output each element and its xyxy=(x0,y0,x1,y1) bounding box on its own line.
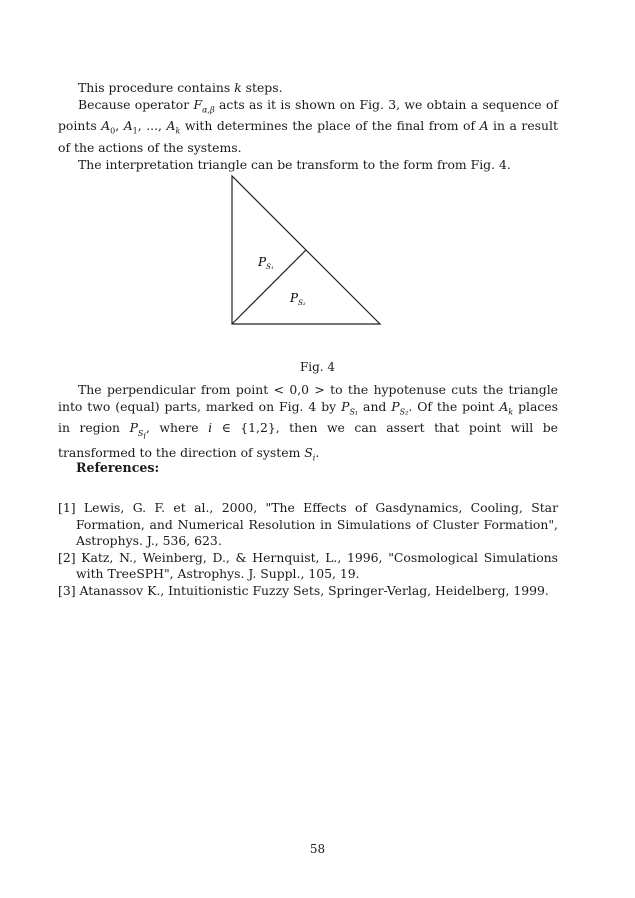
figure-caption: Fig. 4 xyxy=(299,360,336,374)
intro-line-operator: Because operator $F_{\alpha,\beta}$ acts as it is shown on Fig. 3, we obtain a sequence of points $A_0$, $A_1$, ..., $A_k$ with determines the place of the final from of A in a result of the actions of the systems. xyxy=(58,96,558,156)
intro-line-steps: This procedure contains k steps. xyxy=(78,80,283,95)
perpendicular-line xyxy=(232,250,306,324)
reference-item: [1] Lewis, G. F. et al., 2000, "The Effects of Gasdynamics, Cooling, Star Formation, and Numerical Resolution in Simulations of Cluster Formation", Astrophys. J., 536, 623. xyxy=(58,500,558,548)
references-heading: References: xyxy=(76,460,160,475)
intro-section xyxy=(58,80,558,173)
interpretation-triangle-diagram xyxy=(224,170,394,330)
region-ps2-label: $P_{S_2}$ xyxy=(290,291,306,307)
figure-4 xyxy=(224,170,394,334)
region-ps1-label: $P_{S_1}$ xyxy=(258,255,274,271)
body-paragraph: The perpendicular from point < 0,0 > to the hypotenuse cuts the triangle into two (equal) parts, marked on Fig. 4 by $P_{S_1}$ and $P_{S_2}$. Of the point $A_k$ places in region $P_{S_i}$, where i ∈ {1,2}, then we can assert that point will be transformed to the direction of system $S_i$. xyxy=(58,382,558,463)
page-number: 58 xyxy=(309,842,326,856)
references-list xyxy=(58,500,558,599)
body-section xyxy=(58,382,558,467)
reference-item: [3] Atanassov K., Intuitionistic Fuzzy Sets, Springer-Verlag, Heidelberg, 1999. xyxy=(58,582,549,598)
reference-item: [2] Katz, N., Weinberg, D., & Hernquist, L., 1996, "Cosmological Simulations with TreeSPH", Astrophys. J. Suppl., 105, 19. xyxy=(58,549,558,581)
intro-line-triangle: The interpretation triangle can be transform to the form from Fig. 4. xyxy=(78,156,511,172)
